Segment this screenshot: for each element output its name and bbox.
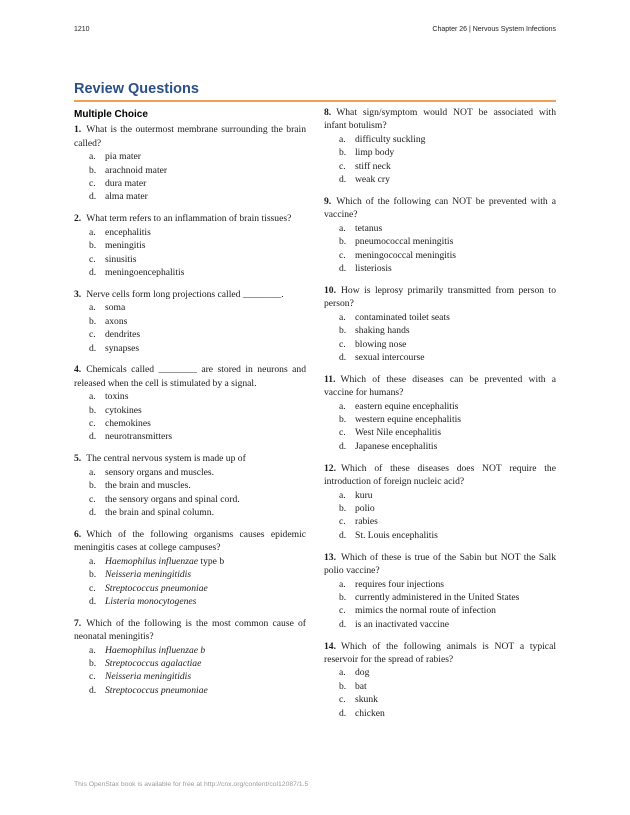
option-text: arachnoid mater [105,164,168,176]
answer-option [324,400,556,413]
answer-option [324,249,556,262]
option-letter: b. [339,236,347,248]
answer-option [74,301,306,314]
question-prompt: What sign/symptom would NOT be associated with infant botulism? [324,107,556,132]
multiple-choice-heading: Multiple Choice [74,109,148,120]
answer-option [324,666,556,679]
option-text: blowing nose [355,338,407,350]
option-letter: a. [339,667,346,679]
answer-option [74,555,306,568]
option-letter: c. [339,338,346,350]
option-letter: d. [89,506,97,518]
option-letter: d. [339,174,347,186]
option-species-name: Neisseria meningitidis [105,671,192,683]
option-letter: b. [89,315,97,327]
option-letter: c. [339,249,346,261]
option-text: weak cry [355,174,390,186]
answer-options [74,555,306,609]
chapter-header: Chapter 26 | Nervous System Infections [432,26,556,33]
option-species-name: Haemophilus influenzae b [105,644,206,656]
left-column [74,106,306,706]
option-letter: c. [339,516,346,528]
section-title: Review Questions [74,81,199,97]
answer-option [324,680,556,693]
answer-options [74,301,306,355]
option-letter: d. [339,707,347,719]
answer-option [74,253,306,266]
answer-option [74,390,306,403]
right-column [324,106,556,729]
answer-option [74,150,306,163]
question-prompt: How is leprosy primarily transmitted from person to person? [324,284,556,310]
option-text: kuru [355,489,373,501]
option-text: dog [355,667,370,679]
answer-option [324,618,556,631]
option-letter: b. [89,480,97,492]
answer-option [324,515,556,528]
answer-options [324,489,556,543]
option-letter: c. [339,427,346,439]
option-letter: c. [339,160,346,172]
answer-option [324,222,556,235]
answer-option [74,493,306,506]
option-text: West Nile encephalitis [355,427,442,439]
answer-option [74,644,306,657]
question-number: 14. [324,640,336,652]
answer-option [324,529,556,542]
answer-option [324,173,556,186]
question-prompt: Nerve cells form long projections called ________. [86,288,284,300]
answer-option [74,582,306,595]
option-text: sinusitis [105,253,137,265]
answer-option [324,262,556,275]
option-letter: c. [89,329,96,341]
question-text [74,617,306,644]
option-letter: c. [89,178,96,190]
option-text: difficulty suckling [355,133,426,145]
option-text: listeriosis [355,262,392,274]
question-text [324,551,556,578]
answer-option [74,595,306,608]
option-text: the sensory organs and spinal cord. [105,493,240,505]
question-number: 2. [74,213,82,225]
option-text: St. Louis encephalitis [355,529,438,541]
option-text: toxins [105,391,129,403]
option-letter: b. [89,404,97,416]
option-letter: b. [339,414,347,426]
answer-options [324,578,556,632]
option-text: sensory organs and muscles. [105,466,215,478]
answer-option [74,430,306,443]
answer-options [324,666,556,720]
option-text: alma mater [105,191,148,203]
answer-options [74,150,306,204]
option-letter: c. [89,253,96,265]
option-text: chicken [355,707,385,719]
answer-option [324,578,556,591]
answer-option [74,684,306,697]
answer-option [324,693,556,706]
option-species-name: Streptococcus agalactiae [105,658,202,670]
option-text: dendrites [105,329,141,341]
question-text [74,528,306,555]
option-letter: a. [89,302,96,314]
option-letter: b. [339,591,347,603]
answer-option [74,568,306,581]
option-letter: d. [339,351,347,363]
question-number: 6. [74,528,82,540]
question-prompt: What is the outermost membrane surrounding the brain called? [74,124,306,149]
answer-options [324,400,556,454]
page-number: 1210 [74,26,90,33]
option-letter: b. [339,502,347,514]
answer-option [324,440,556,453]
question-item [324,106,556,186]
option-text: polio [355,502,375,514]
question-text [324,284,556,311]
option-text: meningitis [105,240,146,252]
question-text [324,640,556,667]
question-prompt: Chemicals called ________ are stored in neurons and released when the cell is stimulated by a signal. [74,364,306,389]
option-text: encephalitis [105,226,151,238]
answer-option [74,479,306,492]
answer-option [74,315,306,328]
answer-option [324,338,556,351]
option-letter: d. [89,595,97,607]
answer-option [74,466,306,479]
option-letter: b. [89,164,97,176]
option-letter: a. [89,644,96,656]
option-letter: d. [339,262,347,274]
option-letter: b. [89,569,97,581]
question-number: 5. [74,453,82,465]
answer-option [324,489,556,502]
option-text: contaminated toilet seats [355,311,450,323]
option-letter: d. [339,529,347,541]
option-text: stiff neck [355,160,391,172]
answer-option [74,417,306,430]
option-letter: a. [89,151,96,163]
question-text [74,212,306,225]
option-species-name: Haemophilus influenzae [105,555,198,567]
question-text [324,195,556,222]
question-number: 13. [324,551,336,563]
option-letter: a. [339,311,346,323]
option-text: sexual intercourse [355,351,425,363]
answer-option [74,670,306,683]
footer-note: This OpenStax book is available for free at http://cnx.org/content/col12087/1.5 [74,781,309,788]
option-letter: d. [89,684,97,696]
question-number: 1. [74,124,82,136]
answer-option [74,226,306,239]
answer-option [324,413,556,426]
answer-option [324,707,556,720]
option-letter: d. [339,618,347,630]
question-prompt: Which of these diseases can be prevented with a vaccine for humans? [324,373,556,399]
answer-option [74,164,306,177]
answer-option [74,342,306,355]
answer-options [74,390,306,444]
option-text: shaking hands [355,325,410,337]
question-item [324,195,556,275]
option-text: soma [105,302,126,314]
answer-option [324,133,556,146]
answer-option [74,266,306,279]
option-letter: c. [339,694,346,706]
question-prompt: Which of the following animals is NOT a typical reservoir for the spread of rabies? [324,640,556,666]
option-text: meningococcal meningitis [355,249,456,261]
option-letter: c. [89,671,96,683]
question-item [74,617,306,697]
option-text: type b [198,555,225,567]
answer-option [74,657,306,670]
answer-options [324,311,556,365]
option-text: bat [355,680,367,692]
answer-option [324,591,556,604]
question-text [324,106,556,133]
question-item [324,462,556,542]
question-item [324,373,556,453]
option-text: currently administered in the United States [355,591,520,603]
option-text: dura mater [105,178,147,190]
answer-option [324,351,556,364]
question-number: 7. [74,617,82,629]
option-text: pneumococcal meningitis [355,236,454,248]
question-prompt: Which of the following can NOT be prevented with a vaccine? [324,195,556,221]
option-letter: c. [89,582,96,594]
option-species-name: Neisseria meningitidis [105,569,192,581]
question-item [324,551,556,631]
option-text: cytokines [105,404,142,416]
option-letter: c. [89,493,96,505]
option-letter: a. [89,555,96,567]
option-text: eastern equine encephalitis [355,400,459,412]
question-item [74,452,306,519]
option-letter: b. [339,325,347,337]
question-prompt: Which of these diseases does NOT require the introduction of foreign nucleic acid? [324,462,556,488]
option-text: mimics the normal route of infection [355,605,496,617]
option-text: axons [105,315,128,327]
question-number: 12. [324,462,336,474]
option-letter: d. [89,266,97,278]
option-letter: a. [339,133,346,145]
option-species-name: Listeria monocytogenes [105,595,197,607]
option-text: neurotransmitters [105,431,173,443]
answer-options [324,222,556,276]
answer-option [324,426,556,439]
answer-option [324,311,556,324]
answer-option [74,190,306,203]
question-text [74,452,306,465]
answer-option [74,506,306,519]
option-letter: d. [89,431,97,443]
option-letter: b. [89,240,97,252]
answer-option [74,404,306,417]
question-prompt: The central nervous system is made up of [86,453,246,465]
option-letter: a. [339,222,346,234]
option-text: pia mater [105,151,141,163]
option-letter: a. [89,226,96,238]
question-text [324,462,556,489]
question-item [74,123,306,203]
option-letter: a. [339,489,346,501]
option-text: chemokines [105,418,151,430]
option-text: western equine encephalitis [355,414,462,426]
option-text: Japanese encephalitis [355,440,438,452]
answer-option [324,146,556,159]
question-number: 8. [324,107,332,118]
option-letter: d. [339,440,347,452]
option-letter: d. [89,191,97,203]
question-prompt: Which of the following organisms causes epidemic meningitis cases at college campuses? [74,528,306,554]
question-number: 9. [324,195,332,207]
option-text: rabies [355,516,378,528]
option-letter: c. [339,605,346,617]
option-text: limp body [355,147,395,159]
answer-option [324,160,556,173]
question-item [324,640,556,720]
answer-options [324,133,556,187]
option-letter: b. [339,680,347,692]
option-text: the brain and spinal column. [105,506,214,518]
option-text: is an inactivated vaccine [355,618,450,630]
option-letter: c. [89,418,96,430]
answer-option [324,604,556,617]
question-text [324,373,556,400]
title-rule [74,100,556,102]
question-number: 11. [324,373,336,385]
option-letter: a. [89,466,96,478]
answer-option [74,177,306,190]
question-number: 10. [324,284,336,296]
option-text: synapses [105,342,140,354]
answer-option [74,239,306,252]
question-number: 4. [74,364,82,376]
answer-option [74,328,306,341]
option-letter: d. [89,342,97,354]
question-item [324,284,556,364]
option-letter: a. [339,578,346,590]
option-species-name: Streptococcus pneumoniae [105,684,208,696]
question-item [74,363,306,443]
answer-option [324,235,556,248]
option-text: tetanus [355,222,383,234]
option-letter: b. [339,147,347,159]
answer-option [324,324,556,337]
question-item [74,288,306,355]
option-text: requires four injections [355,578,444,590]
answer-options [74,226,306,280]
option-letter: b. [89,658,97,670]
question-text [74,363,306,390]
option-species-name: Streptococcus pneumoniae [105,582,208,594]
question-prompt: Which of these is true of the Sabin but NOT the Salk polio vaccine? [324,551,556,577]
question-prompt: What term refers to an inflammation of brain tissues? [86,213,292,225]
option-text: skunk [355,694,378,706]
question-text [74,123,306,150]
question-prompt: Which of the following is the most common cause of neonatal meningitis? [74,617,306,643]
question-text [74,288,306,301]
option-text: the brain and muscles. [105,480,191,492]
answer-option [324,502,556,515]
option-text: meningoencephalitis [105,266,185,278]
answer-options [74,644,306,698]
answer-options [74,466,306,520]
question-item [74,528,306,608]
option-letter: a. [339,400,346,412]
question-item [74,212,306,279]
option-letter: a. [89,391,96,403]
question-number: 3. [74,288,82,300]
